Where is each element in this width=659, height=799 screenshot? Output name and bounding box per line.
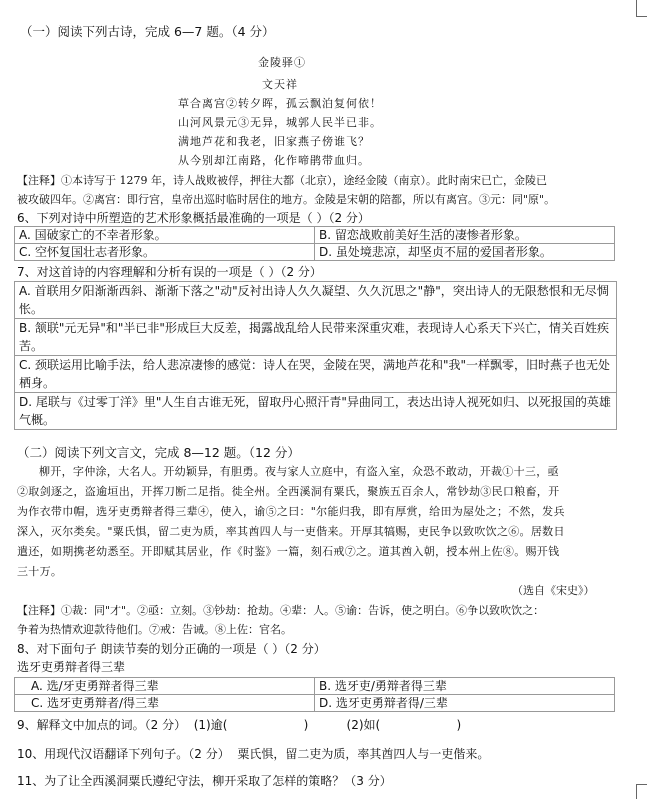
passage-line: ②取剑逐之，盗逾垣出，开挥刀断二足指。徙全州。全西溪洞有粟氏，聚族五百余人，常钞劫③民口粮畜，开 xyxy=(17,485,560,498)
passage-source: （选自《宋史》） xyxy=(512,584,595,597)
passage-line: 柳开，字仲涂，大名人。开幼颖异，有胆勇。夜与家人立庭中，有盗入室，众恐不敢动，开裁①十三，亟 xyxy=(39,465,559,478)
q6-stem: 6、下列对诗中所塑造的艺术形象概括最准确的一项是（ ）（2 分） xyxy=(17,211,370,225)
q7-option-d[interactable]: D. 尾联与《过零丁洋》里"人生自古谁无死，留取丹心照汗青"异曲同工，表达出诗人视死如归、以死报国的英雄气概。 xyxy=(19,395,611,427)
passage-note: 争着为热情欢迎款待他们。⑦戒：告诫。⑧上佐：官名。 xyxy=(17,623,292,636)
poem-line: 从今别却江南路，化作啼鹃带血归。 xyxy=(178,154,370,167)
passage-line: 为作衣带巾帽，选牙吏勇辩者得三辈④，使入，谕⑤之曰："尔能归我，即有厚赏，给田为屋处之；不然，发兵 xyxy=(17,505,565,518)
q6-option-a[interactable]: A. 国破家亡的不幸者形象。 xyxy=(15,227,315,244)
q10-text: 10、用现代汉语翻译下列句子。（2 分） 粟氏惧，留二吏为质，率其酋四人与一吏偕来。 xyxy=(17,747,490,761)
q9-text: 9、解释文中加点的词。（2 分） (1)逾( ) (2)如( ) xyxy=(17,718,462,732)
poem-line: 山河风景元③无异，城郭人民半已非。 xyxy=(178,116,382,129)
q8-option-d[interactable]: D. 选牙吏勇辩者得/三辈 xyxy=(315,695,615,712)
q7-option-c[interactable]: C. 颈联运用比喻手法，给人悲凉凄惨的感觉：诗人在哭，金陵在哭，满地芦花和"我"一样飘零，旧时燕子也无处栖身。 xyxy=(15,356,616,393)
q6-options xyxy=(14,226,615,261)
q8-stem: 8、对下面句子 朗读节奏的划分正确的一项是（ ）（2 分） xyxy=(17,642,326,656)
q6-option-c[interactable]: C. 空怀复国壮志者形象。 xyxy=(15,244,315,261)
q7-option-b[interactable]: B. 颔联"元无异"和"半已非"形成巨大反差，揭露战乱给人民带来深重灾难，表现诗人心系天下兴亡，情关百姓疾苦。 xyxy=(15,319,616,356)
poem-author: 文天祥 xyxy=(262,78,298,91)
q7-options xyxy=(14,281,617,430)
passage-note: 【注释】①裁：同"才"。②亟：立刻。③钞劫：抢劫。④辈：人。⑤谕：告诉，使之明白。⑥争以致吹饮之： xyxy=(17,604,545,617)
q6-option-b[interactable]: B. 留恋战败前美好生活的凄惨者形象。 xyxy=(315,227,615,244)
poem-line: 草合离宫②转夕晖，孤云飘泊复何依！ xyxy=(178,97,382,110)
q8-option-c[interactable]: C. 选牙吏勇辩者/得三辈 xyxy=(15,695,315,712)
classical-passage xyxy=(17,462,607,582)
passage-line: 遣还，如期携老幼悉至。开即赋其居业，作《时鉴》一篇，刻石戒⑦之。道其酋入朝，授本州上佐⑧。赐开钱 xyxy=(17,545,560,558)
poem-note: 【注释】①本诗写于 1279 年，诗人战败被俘，押往大都（北京），途经金陵（南京）。此时南宋已亡，金陵已 xyxy=(17,174,547,187)
q8-options xyxy=(14,677,615,712)
q8-sentence: 选牙吏勇辩者得三辈 xyxy=(17,660,126,674)
passage-line: 深入，灭尔类矣。"粟氏惧，留二吏为质，率其酋四人与一吏偕来。开厚其犒赐，吏民争以致吹饮之⑥。居数日 xyxy=(17,525,565,538)
q7-stem: 7、对这首诗的内容理解和分析有误的一项是（ ）（2 分） xyxy=(17,265,322,279)
poem-note: 被攻破四年。②离宫：即行宫，皇帝出巡时临时居住的地方。金陵是宋朝的陪都，所以有离宫。③元：同"原"。 xyxy=(17,193,556,206)
poem-title: 金陵驿① xyxy=(258,56,306,69)
crop-mark-bottom xyxy=(636,784,647,799)
q6-option-d[interactable]: D. 虽处境悲凉，却坚贞不屈的爱国者形象。 xyxy=(315,244,615,261)
q8-option-a[interactable]: A. 选/牙吏勇辩者得三辈 xyxy=(15,678,315,695)
poem-line: 满地芦花和我老，旧家燕子傍谁飞？ xyxy=(178,135,370,148)
section2-heading: （二）阅读下列文言文，完成 8—12 题。（12 分） xyxy=(17,445,300,460)
q8-option-b[interactable]: B. 选牙吏/勇辩者得三辈 xyxy=(315,678,615,695)
q11-text: 11、为了让全西溪洞粟氏遵纪守法，柳开采取了怎样的策略？（3 分） xyxy=(17,774,392,788)
q7-option-a[interactable]: A. 首联用夕阳渐渐西斜、渐渐下落之"动"反衬出诗人久久凝望、久久沉思之"静"，突出诗人的无限愁恨和无尽惆怅。 xyxy=(15,282,616,319)
crop-mark-top xyxy=(636,0,647,17)
passage-line: 三十万。 xyxy=(17,565,63,578)
section1-heading: （一）阅读下列古诗，完成 6—7 题。（4 分） xyxy=(20,24,275,39)
